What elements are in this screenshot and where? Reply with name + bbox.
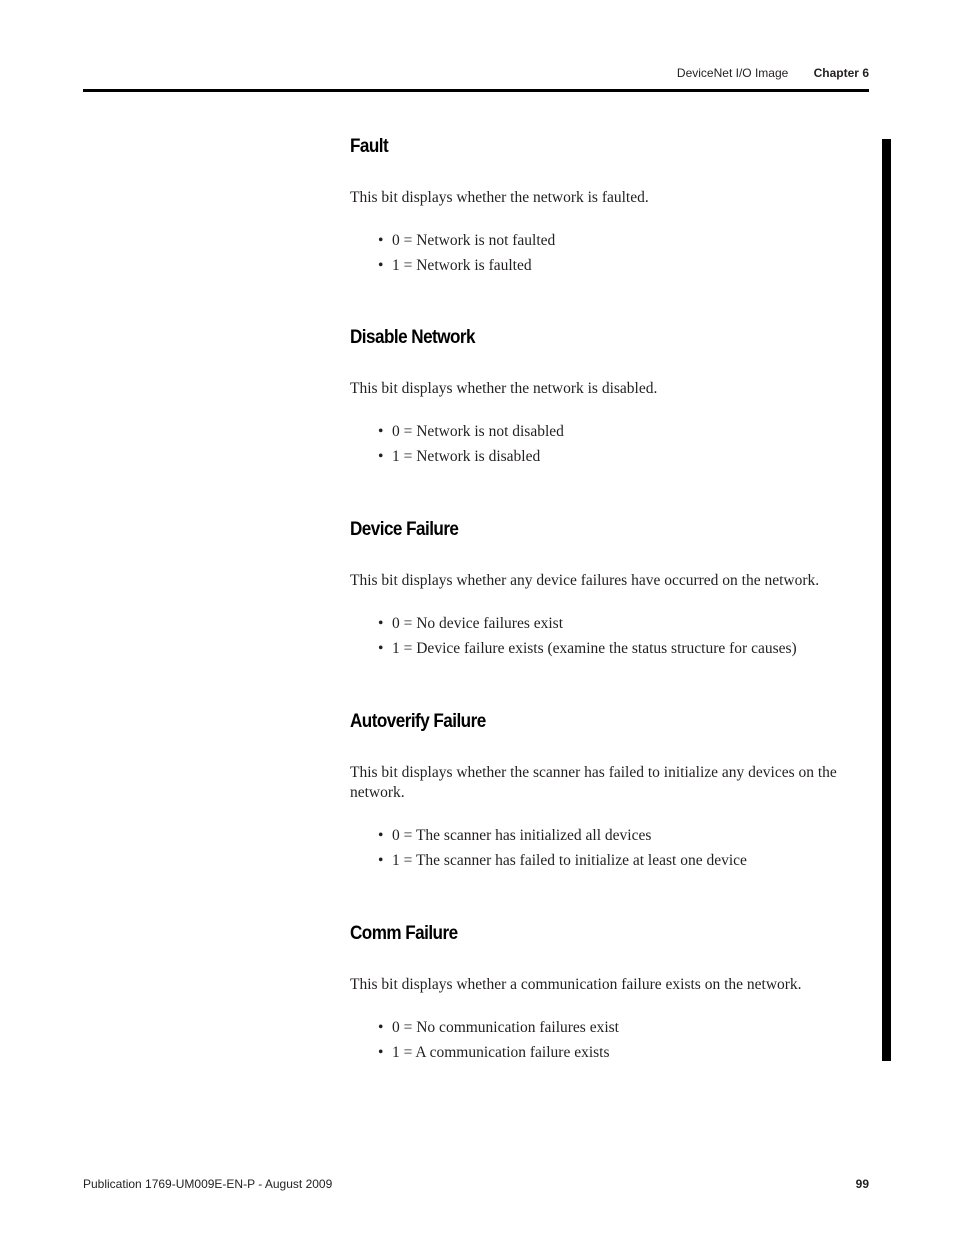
- section-comm-failure: [350, 922, 870, 1065]
- section-autoverify-failure: [350, 710, 870, 873]
- header-section-name: DeviceNet I/O Image: [676, 66, 789, 80]
- list-item-text: 1 = A communication failure exists: [392, 1044, 610, 1061]
- section-title: Device Failure: [350, 519, 459, 540]
- list-item: [378, 419, 870, 444]
- list-item-text: 1 = Network is disabled: [392, 448, 541, 465]
- bullet-icon: •: [378, 615, 384, 632]
- footer-publication: Publication 1769-UM009E-EN-P - August 2009: [83, 1177, 333, 1191]
- list-item-text: 0 = No communication failures exist: [392, 1019, 619, 1036]
- section-paragraph: This bit displays whether a communication failure exists on the network.: [350, 976, 802, 993]
- bullet-list: [350, 228, 870, 278]
- list-item: [378, 636, 870, 661]
- bullet-icon: •: [378, 448, 384, 465]
- list-item: [378, 823, 870, 848]
- section-paragraph: This bit displays whether any device failures have occurred on the network.: [350, 572, 820, 589]
- header-chapter: Chapter 6: [813, 66, 869, 80]
- section-device-failure: [350, 518, 870, 661]
- bullet-icon: •: [378, 257, 384, 274]
- section-title: Autoverify Failure: [350, 711, 486, 732]
- list-item-text: 0 = Network is not disabled: [392, 423, 564, 440]
- list-item: [378, 1015, 870, 1040]
- section-paragraph: This bit displays whether the scanner has failed to initialize any devices on the network.: [350, 764, 837, 801]
- change-bar: [882, 139, 891, 1061]
- section-title: Comm Failure: [350, 923, 458, 944]
- section-title: Fault: [350, 136, 389, 157]
- list-item-text: 1 = Device failure exists (examine the status structure for causes): [392, 640, 797, 657]
- list-item: [378, 1040, 870, 1065]
- bullet-icon: •: [378, 852, 384, 869]
- list-item-text: 0 = Network is not faulted: [392, 232, 556, 249]
- bullet-icon: •: [378, 232, 384, 249]
- list-item: [378, 848, 870, 873]
- bullet-list: [350, 419, 870, 469]
- section-paragraph: This bit displays whether the network is faulted.: [350, 189, 649, 206]
- footer-page-number: 99: [855, 1177, 869, 1191]
- section-fault: [350, 135, 870, 278]
- list-item: [378, 253, 870, 278]
- bullet-list: [350, 823, 870, 873]
- bullet-icon: •: [378, 423, 384, 440]
- bullet-icon: •: [378, 1044, 384, 1061]
- bullet-icon: •: [378, 1019, 384, 1036]
- bullet-list: [350, 1015, 870, 1065]
- list-item-text: 1 = The scanner has failed to initialize at least one device: [392, 852, 747, 869]
- section-title: Disable Network: [350, 327, 475, 348]
- list-item-text: 1 = Network is faulted: [392, 257, 532, 274]
- bullet-icon: •: [378, 827, 384, 844]
- list-item-text: 0 = The scanner has initialized all devices: [392, 827, 652, 844]
- list-item: [378, 444, 870, 469]
- list-item-text: 0 = No device failures exist: [392, 615, 564, 632]
- header-rule: [83, 89, 869, 92]
- bullet-icon: •: [378, 640, 384, 657]
- list-item: [378, 611, 870, 636]
- section-disable-network: [350, 326, 870, 469]
- running-header: [677, 66, 869, 80]
- list-item: [378, 228, 870, 253]
- section-paragraph: This bit displays whether the network is disabled.: [350, 380, 658, 397]
- bullet-list: [350, 611, 870, 661]
